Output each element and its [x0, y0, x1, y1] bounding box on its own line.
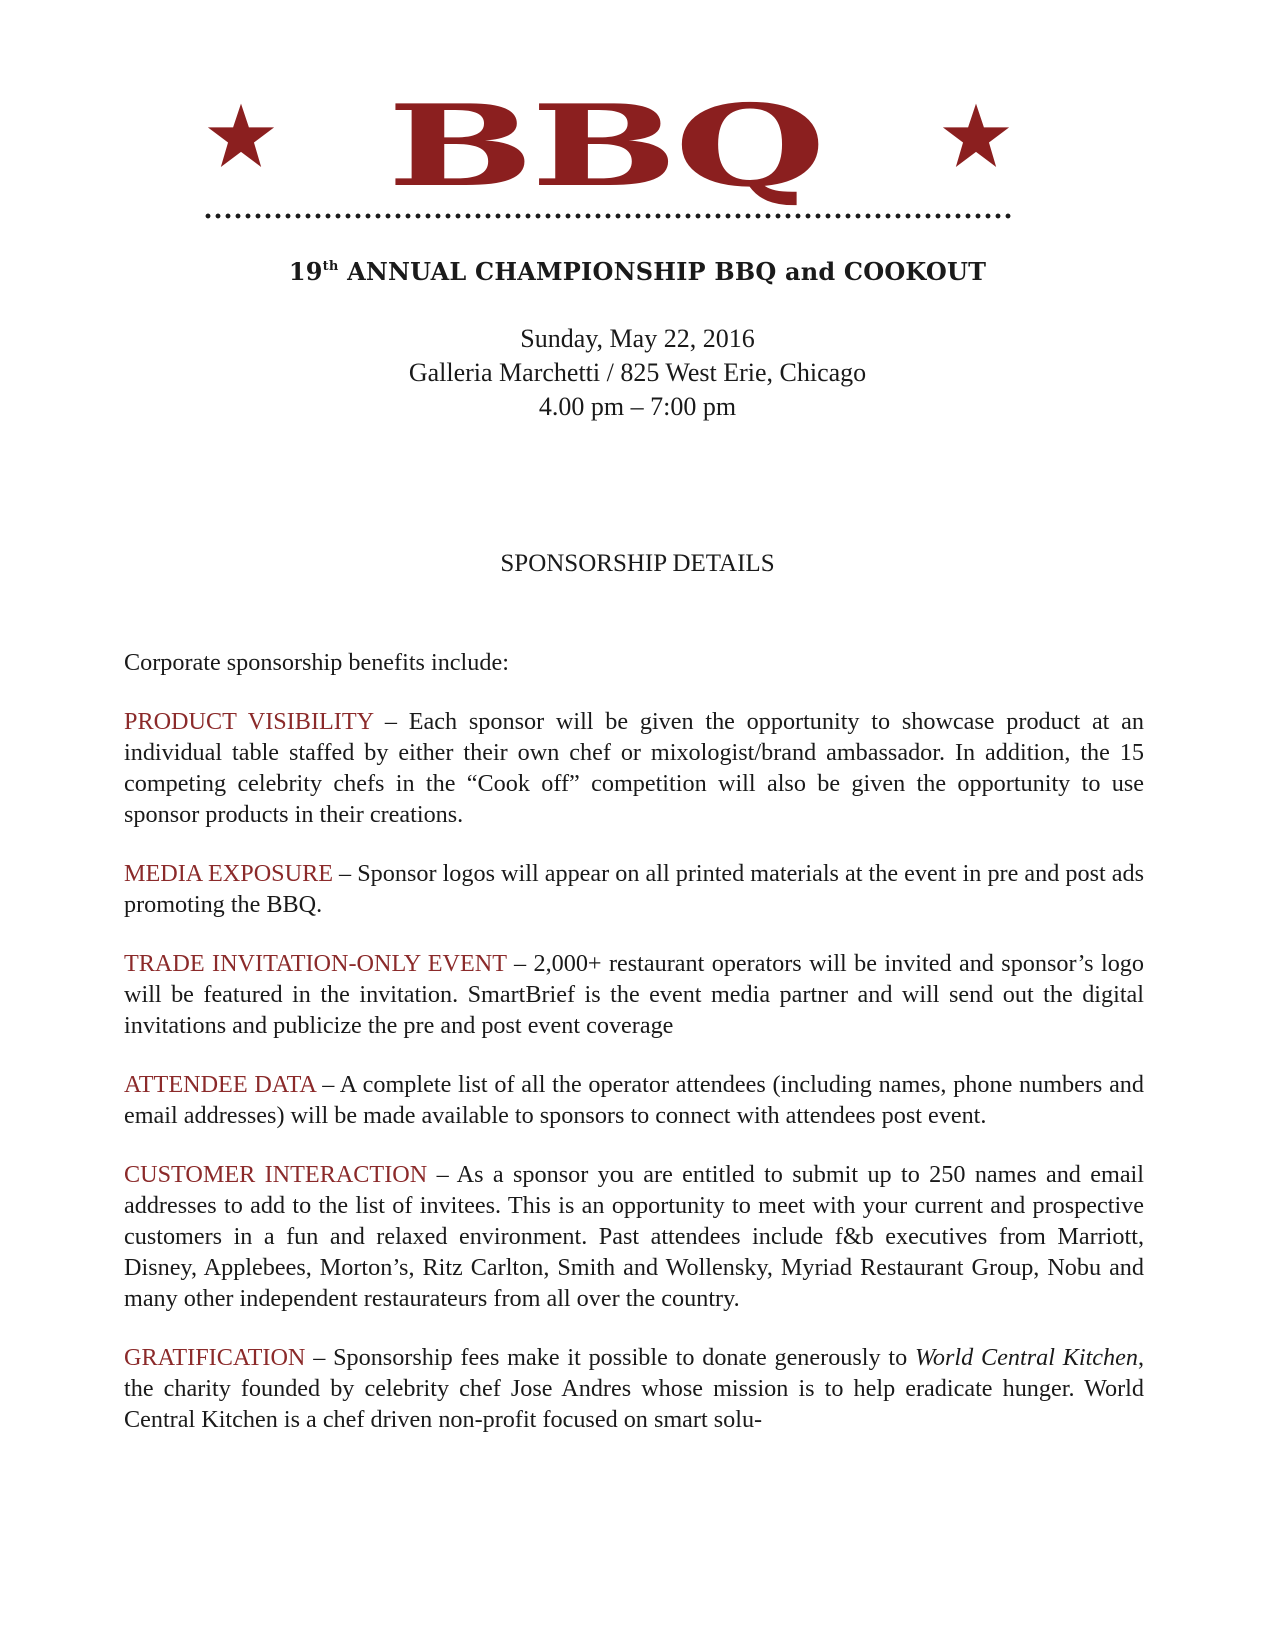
star-icon	[940, 100, 1012, 172]
charity-name: World Central Kitchen	[915, 1344, 1138, 1371]
benefit-text: – 2,000+ restaurant operators will be invited and sponsor’s logo will be featured in the invitation. SmartBrief is the event media partner and will send out the digital invitations and publicize the pre and post event coverage	[124, 950, 1144, 1039]
benefit-label: MEDIA EXPOSURE	[124, 860, 333, 887]
benefit-text: – Sponsorship fees make it possible to donate generously to	[305, 1344, 915, 1371]
benefit-product-visibility	[124, 706, 1144, 830]
benefit-text: – As a sponsor you are entitled to submit up to 250 names and email addresses to add to the list of invitees. This is an opportunity to meet with your current and prospective customers in a fun and relaxed environment. Past attendees include f&b executives from Marriott, Disney, Applebees, Morton’s, Ritz Carlton, Smith and Wollensky, Myriad Restaurant Group, Nobu and many other independent restaurateurs from all over the country.	[124, 1161, 1144, 1312]
event-title	[0, 257, 1275, 286]
section-heading: SPONSORSHIP DETAILS	[500, 550, 775, 577]
benefit-text: , the charity founded by celebrity chef Jose Andres whose mission is to help eradicate hunger. World Central Kitchen is a chef driven non-profit focused on smart solu-	[124, 1344, 1144, 1433]
event-venue: Galleria Marchetti / 825 West Erie, Chicago	[408, 358, 867, 387]
event-date: Sunday, May 22, 2016	[520, 324, 755, 353]
benefit-gratification	[124, 1342, 1144, 1435]
bbq-logo-text: BBQ	[387, 81, 823, 212]
dotted-divider	[203, 212, 1013, 220]
benefit-attendee-data	[124, 1069, 1144, 1131]
benefit-label: TRADE INVITATION-ONLY EVENT	[124, 950, 507, 977]
benefit-trade-invitation	[124, 948, 1144, 1041]
event-title-number: 19	[288, 257, 323, 286]
benefit-text: – Each sponsor will be given the opportunity to showcase product at an individual table staffed by either their own chef or mixologist/brand ambassador. In addition, the 15 competing celebrity chefs in the “Cook off” competition will also be given the opportunity to use sponsor products in their creations.	[124, 708, 1144, 828]
benefit-text: – A complete list of all the operator attendees (including names, phone numbers and email addresses) will be made available to sponsors to connect with attendees post event.	[124, 1071, 1144, 1129]
benefit-label: CUSTOMER INTERACTION	[124, 1161, 428, 1188]
benefit-media-exposure	[124, 858, 1144, 920]
intro-paragraph: Corporate sponsorship benefits include:	[124, 649, 509, 676]
event-info	[0, 322, 1275, 424]
event-title-suffix: th	[322, 259, 339, 274]
event-title-rest: ANNUAL CHAMPIONSHIP BBQ and COOKOUT	[338, 257, 987, 286]
event-time: 4.00 pm – 7:00 pm	[538, 392, 737, 421]
benefit-label: PRODUCT VISIBILITY	[124, 708, 374, 735]
benefit-label: ATTENDEE DATA	[124, 1071, 316, 1098]
benefit-label: GRATIFICATION	[124, 1344, 306, 1371]
benefit-customer-interaction	[124, 1159, 1144, 1314]
sponsorship-body	[124, 647, 1144, 1463]
benefit-text: – Sponsor logos will appear on all printed materials at the event in pre and post ads promoting the BBQ.	[124, 860, 1145, 918]
